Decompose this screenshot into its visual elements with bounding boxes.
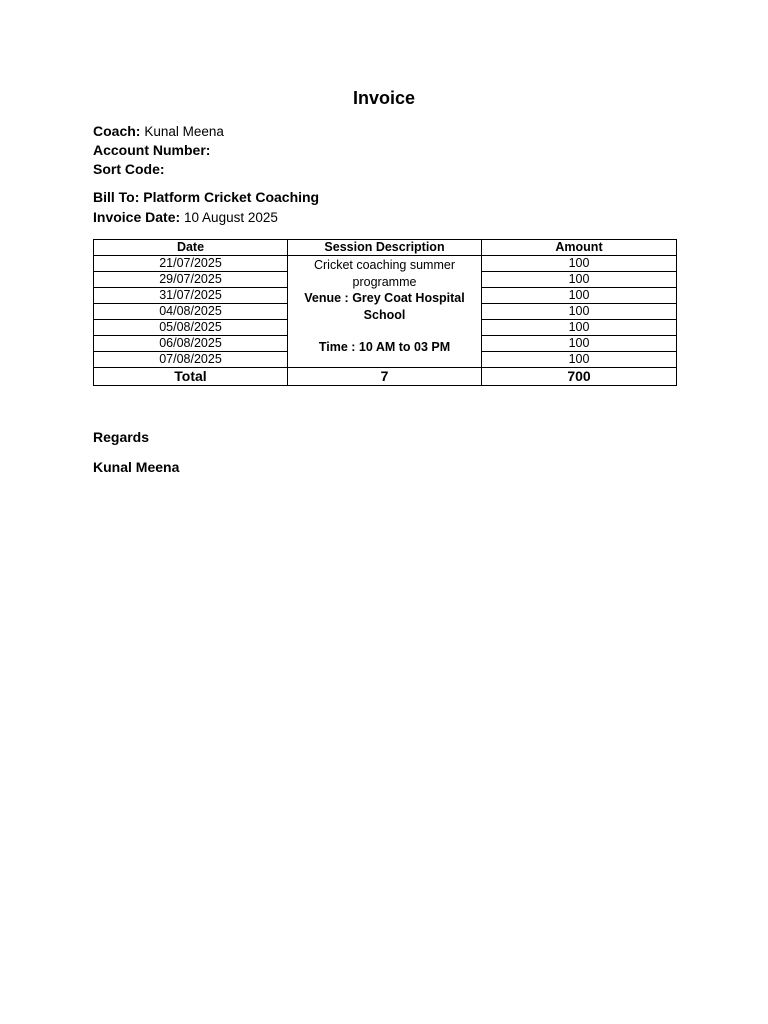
table-header-row [94,240,677,256]
row-amount: 100 [482,320,677,336]
venue-line: School [363,307,406,322]
row-date: 05/08/2025 [94,320,288,336]
description-line: programme [352,274,417,289]
signature-name: Kunal Meena [93,459,180,475]
row-amount: 100 [482,352,677,368]
sort-code-label: Sort Code: [93,161,165,177]
account-number-label: Account Number: [93,142,211,158]
sort-code-line [93,161,165,177]
row-amount: 100 [482,304,677,320]
invoice-title: Invoice [352,88,416,108]
total-row [94,368,677,386]
invoice-date-label: Invoice Date: [93,209,181,225]
time-line: Time : 10 AM to 03 PM [318,340,451,354]
regards-text: Regards [93,429,150,445]
row-amount: 100 [482,272,677,288]
invoice-date-value: 10 August 2025 [184,210,278,225]
row-amount: 100 [482,256,677,272]
bill-to-label: Bill To: [93,189,140,205]
session-description-cell [288,256,482,368]
header-session-description: Session Description [288,240,482,256]
total-label: Total [94,368,288,386]
coach-label: Coach: [93,123,141,139]
row-date: 07/08/2025 [94,352,288,368]
account-number-line [93,142,210,158]
row-date: 21/07/2025 [94,256,288,272]
invoice-date-line [93,209,278,225]
row-date: 04/08/2025 [94,304,288,320]
row-amount: 100 [482,288,677,304]
description-line: Cricket coaching summer [313,258,455,272]
total-amount: 700 [482,368,677,386]
row-date: 29/07/2025 [94,272,288,288]
bill-to-value: Platform Cricket Coaching [143,189,320,205]
coach-line [93,123,224,139]
row-amount: 100 [482,336,677,352]
header-amount: Amount [482,240,677,256]
bill-to-line [93,189,319,205]
total-sessions: 7 [288,368,482,386]
venue-line: Venue : Grey Coat Hospital [304,291,465,305]
row-date: 06/08/2025 [94,336,288,352]
header-date: Date [94,240,288,256]
table-row [94,256,677,272]
invoice-table [93,239,677,386]
row-date: 31/07/2025 [94,288,288,304]
description-spacer [288,323,481,339]
coach-name: Kunal Meena [144,124,224,139]
